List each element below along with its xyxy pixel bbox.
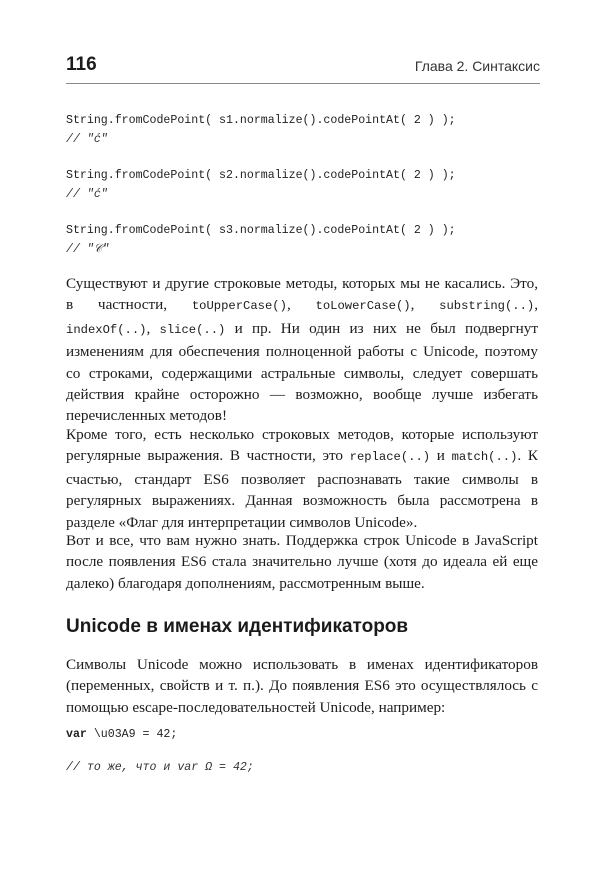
text-run: и пр. Ни один из них не был подвергнут изменениям для обеспечения полноценной работы с Unicode, поэтому со строками, содержащими астральные символы, следует совершать действия крайне осторожно — возможно, вообще лучше избегать перечисленных методов! [66,319,538,425]
inline-code: indexOf(..) [66,322,147,337]
page-number: 116 [66,54,97,75]
inline-code: substring(..) [439,299,535,314]
code-comment: // "ć" [66,188,108,201]
paragraph-unicode-identifiers: Символы Unicode можно использовать в именах идентификаторов (переменных, свойств и т. п.). До появления ES6 это осуществлялось с помощью escape-последовательностей Unicode, например: [66,656,538,716]
code-text: \u03A9 = 42; [86,728,178,741]
section-heading: Unicode в именах идентификаторов [66,616,409,637]
inline-code: match(..) [451,450,518,465]
inline-code: slice(..) [159,322,226,337]
paragraph-summary: Вот и все, что вам нужно знать. Поддержка строк Unicode в JavaScript после появления ES6 стала значительно лучше (хотя до идеала ей еще далеко) благодаря дополнениям, рассмотренным выше. [66,532,538,592]
paragraph-regex-methods [66,424,538,533]
code-comment: // "𝒞" [66,243,110,256]
text-run: , [534,296,539,314]
code-line: String.fromCodePoint( s3.normalize().codePointAt( 2 ) ); [66,224,456,237]
code-comment: // то же, что и var Ω = 42; [66,761,254,774]
text-run: . К счастью, стандарт ES6 позволяет распознавать такие символы в регулярных выражениях. Данная возможность была рассмотрена в разделе «Флаг для интерпретации символов Unicode». [66,447,538,531]
text-run: Существуют и другие строковые методы, которых мы не касались. Это, в частности, [66,275,538,314]
text-run: Кроме того, есть несколько строковых методов, которые используют регулярные выражения. В частности, это [66,426,538,465]
text-run: , [146,319,160,337]
code-comment: // "ć" [66,133,108,146]
inline-code: replace(..) [349,450,431,465]
header-rule [66,83,540,84]
running-head-chapter: Глава 2. Синтаксис [414,58,540,74]
code-line: String.fromCodePoint( s1.normalize().codePointAt( 2 ) ); [66,114,456,127]
inline-code: toUpperCase() [191,299,287,314]
paragraph-string-methods [66,273,538,427]
inline-code: toLowerCase() [315,299,411,314]
code-line: String.fromCodePoint( s2.normalize().codePointAt( 2 ) ); [66,169,456,182]
text-run: , [410,296,440,314]
text-run: и [430,447,452,465]
page-header [66,54,540,80]
text-run: , [286,296,316,314]
code-line [66,725,177,745]
code-keyword: var [66,728,87,741]
